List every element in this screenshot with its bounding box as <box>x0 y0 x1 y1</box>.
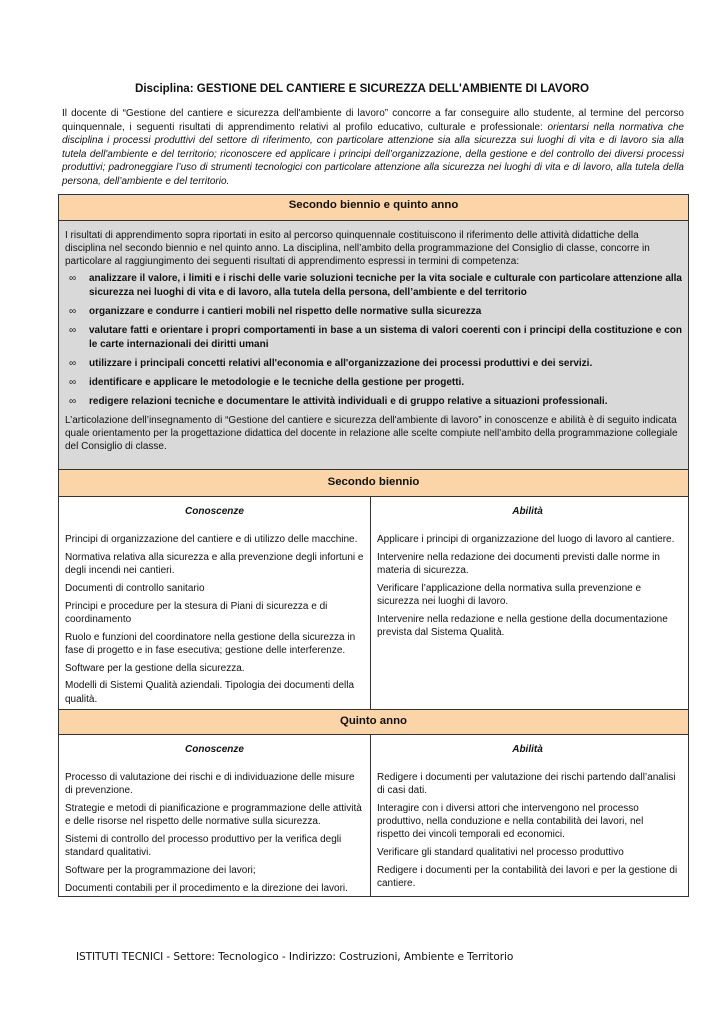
competence-item <box>65 395 682 409</box>
skill-item: Intervenire nella redazione dei documenti previsti dalle norme in materia di sicurezza. <box>377 551 660 576</box>
knowledge-column <box>59 735 371 896</box>
competence-text: analizzare il valore, i limiti e i rischi delle varie soluzioni tecniche per la vita sociale e culturale con particolare attenzione alla sicurezza nei luoghi di vita e di lavoro, alla tutela della persona, dell’ambiente e del territorio <box>89 273 682 298</box>
infinity-bullet-icon: ∞ <box>69 396 77 408</box>
competences-intro-text: I risultati di apprendimento sopra riportati in esito al percorso quinquennale costituiscono il riferimento delle attività didattiche della disciplina nel secondo biennio e nel quinto anno. La disciplina, nell’ambito della programmazione del Consiglio di classe, concorre in particolare al raggiungimento dei seguenti risultati di apprendimento espressi in termini di competenza: <box>65 230 650 267</box>
skill-item: Applicare i principi di organizzazione del luogo di lavoro al cantiere. <box>377 534 675 545</box>
intro-paragraph <box>62 107 684 189</box>
secondo-biennio-grid <box>59 497 688 709</box>
knowledge-column <box>59 497 371 709</box>
articulation-note: L’articolazione dell’insegnamento di “Gestione del cantiere e sicurezza dell'ambiente di lavoro” in conoscenze e abilità è di seguito indicata quale orientamento per la progettazione didattica del docente in relazione alle scelte compiute nell’ambito della programmazione collegiale del Consiglio di classe. <box>65 415 678 453</box>
competence-item <box>65 357 682 371</box>
section-header-biennio-quinto: Secondo biennio e quinto anno <box>59 195 688 221</box>
skills-list <box>377 771 678 890</box>
competence-text: redigere relazioni tecniche e documentare le attività individuali e di gruppo relative a situazioni professionali. <box>89 396 608 408</box>
competence-text: valutare fatti e orientare i propri comportamenti in base a un sistema di valori coerenti con i principi della costituzione e con le carte internazionali dei diritti umani <box>89 324 682 350</box>
competences-list <box>65 272 682 409</box>
knowledge-item: Strategie e metodi di pianificazione e programmazione delle attività e delle risorse nel rispetto delle normative sulla sicurezza. <box>65 803 362 828</box>
competence-text: utilizzare i principali concetti relativi all'economia e all'organizzazione dei processi produttivi e dei servizi. <box>89 357 593 369</box>
skills-header: Abilità <box>512 506 543 517</box>
knowledge-item: Ruolo e funzioni del coordinatore nella gestione della sicurezza in fase di progetto e in fase esecutiva; gestione delle interferenze. <box>65 631 356 656</box>
intro-plain-text: Il docente di “Gestione del cantiere e sicurezza dell'ambiente di lavoro” concorre a far conseguire allo studente, al termine del percorso quinquennale, i seguenti risultati di apprendimento relativi al profilo educativo, culturale e professionale: <box>62 108 684 133</box>
skill-item: Intervenire nella redazione e nella gestione della documentazione prevista dal Sistema Qualità. <box>377 613 668 638</box>
knowledge-header: Conoscenze <box>185 744 244 755</box>
page-title: Disciplina: GESTIONE DEL CANTIERE E SICUREZZA DELL'AMBIENTE DI LAVORO <box>134 82 590 95</box>
section-header-secondo-biennio: Secondo biennio <box>59 469 688 497</box>
competences-panel <box>59 221 688 469</box>
skill-item: Verificare l’applicazione della normativa sulla prevenzione e sicurezza nei luoghi di lavoro. <box>377 582 642 607</box>
skills-header: Abilità <box>512 744 543 755</box>
skills-column <box>371 497 688 709</box>
skills-list <box>377 533 678 639</box>
competence-text: identificare e applicare le metodologie e le tecniche della gestione per progetti. <box>89 376 465 388</box>
knowledge-list <box>65 771 364 895</box>
knowledge-list <box>65 533 364 706</box>
knowledge-item: Processo di valutazione dei rischi e di individuazione delle misure di prevenzione. <box>65 772 355 797</box>
knowledge-item: Normativa relativa alla sicurezza e alla prevenzione degli infortuni e degli incendi nei cantieri. <box>65 551 364 576</box>
infinity-bullet-icon: ∞ <box>69 324 77 336</box>
knowledge-item: Principi e procedure per la stesura di Piani di sicurezza e di coordinamento <box>65 600 328 625</box>
knowledge-item: Principi di organizzazione del cantiere e di utilizzo delle macchine. <box>65 534 358 545</box>
infinity-bullet-icon: ∞ <box>69 376 77 388</box>
knowledge-item: Software per la gestione della sicurezza. <box>65 662 245 674</box>
intro-italic-text: orientarsi nella normativa che disciplina i processi produttivi del settore di riferimento, con particolare attenzione sia alla sicurezza sui luoghi di vita e di lavoro sia alla tutela dell'ambiente e del territorio; riconoscere ed applicare i principi dell’organizzazione, della gestione e del controllo dei diversi processi produttivi; padroneggiare l’uso di strumenti tecnologici con particolare attenzione alla sicurezza nei luoghi di vita e di lavoro, alla tutela della persona, dell’ambiente e del territorio. <box>62 121 684 187</box>
skill-item: Verificare gli standard qualitativi nel processo produttivo <box>377 847 624 859</box>
competence-item <box>65 305 682 319</box>
knowledge-item: Documenti di controllo sanitario <box>65 582 205 594</box>
skill-item: Interagire con i diversi attori che intervengono nel processo produttivo, nella conduzione e nella contabilità dei lavori, nel rispetto dei vincoli temporali ed economici. <box>377 803 644 841</box>
section-header-quinto-anno: Quinto anno <box>59 709 688 735</box>
knowledge-header: Conoscenze <box>185 506 244 517</box>
competence-item <box>65 272 682 299</box>
quinto-anno-grid <box>59 735 688 896</box>
skills-column <box>371 735 688 896</box>
skill-item: Redigere i documenti per valutazione dei rischi partendo dall’analisi di casi dati. <box>377 772 676 797</box>
knowledge-item: Documenti contabili per il procedimento e la direzione dei lavori. <box>65 882 348 894</box>
knowledge-item: Sistemi di controllo del processo produttivo per la verifica degli standard qualitativi. <box>65 834 342 859</box>
knowledge-item: Software per la programmazione dei lavori; <box>65 865 256 876</box>
curriculum-table <box>58 194 689 897</box>
skill-item: Redigere i documenti per la contabilità dei lavori e per la gestione di cantiere. <box>377 865 678 890</box>
knowledge-item: Modelli di Sistemi Qualità aziendali. Tipologia dei documenti della qualità. <box>65 680 355 705</box>
competence-item <box>65 376 682 390</box>
competence-text: organizzare e condurre i cantieri mobili nel rispetto delle normative sulla sicurezza <box>89 305 482 317</box>
page-footer: ISTITUTI TECNICI - Settore: Tecnologico - Indirizzo: Costruzioni, Ambiente e Territorio <box>76 951 514 963</box>
infinity-bullet-icon: ∞ <box>69 305 77 317</box>
competence-item <box>65 324 682 351</box>
infinity-bullet-icon: ∞ <box>69 357 77 369</box>
infinity-bullet-icon: ∞ <box>69 273 77 284</box>
